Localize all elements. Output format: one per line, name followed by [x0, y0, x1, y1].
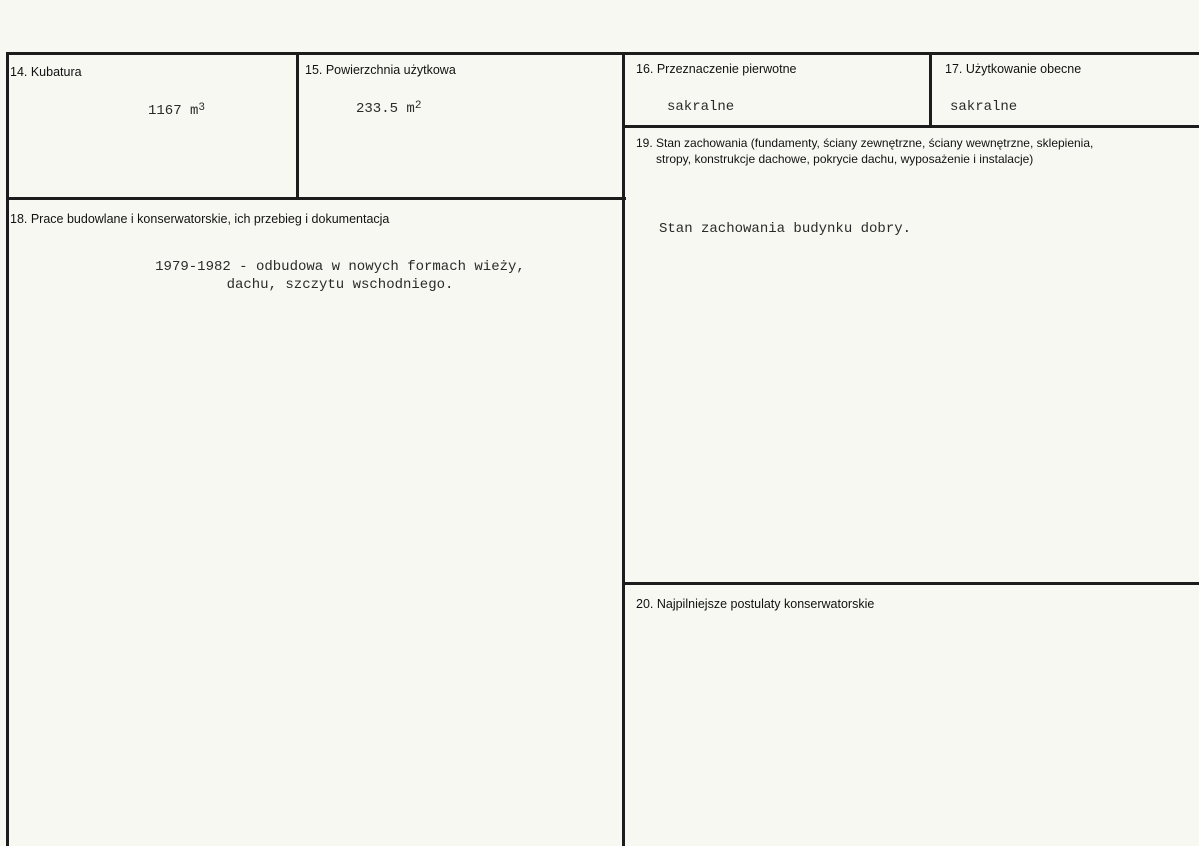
- field-14-number: 1167: [148, 103, 182, 119]
- field-15-label: 15. Powierzchnia użytkowa: [305, 63, 456, 77]
- field-14-value: [148, 102, 205, 121]
- rule-under-row1-right: [625, 125, 1199, 128]
- top-rule: [6, 52, 1199, 55]
- field-19-value: Stan zachowania budynku dobry.: [659, 221, 912, 237]
- field-18-value-line-2: dachu, szczytu wschodniego.: [226, 277, 454, 293]
- field-15-number: 233.5: [356, 101, 399, 117]
- field-20-label: 20. Najpilniejsze postulaty konserwatorskie: [636, 597, 875, 611]
- field-19-label-line-2: stropy, konstrukcje dachowe, pokrycie dachu, wyposażenie i instalacje): [656, 152, 1034, 166]
- field-18-value-line-1: 1979-1982 - odbudowa w nowych formach wieży,: [155, 259, 525, 275]
- field-19-label-line-1: 19. Stan zachowania (fundamenty, ściany zewnętrzne, ściany wewnętrzne, sklepienia,: [636, 136, 1094, 150]
- divider-16-17: [929, 52, 932, 128]
- divider-14-15: [296, 52, 299, 200]
- left-border: [6, 52, 9, 846]
- field-16-label: 16. Przeznaczenie pierwotne: [636, 62, 797, 76]
- field-18-label: 18. Prace budowlane i konserwatorskie, ich przebieg i dokumentacja: [10, 212, 390, 226]
- field-14-exponent: 3: [198, 102, 206, 114]
- field-15-unit: m: [406, 101, 415, 117]
- rule-under-row1-left: [6, 197, 626, 200]
- center-divider: [622, 52, 625, 846]
- field-15-value: [356, 100, 421, 119]
- field-14-label: 14. Kubatura: [10, 65, 82, 79]
- rule-above-field-20: [625, 582, 1199, 585]
- field-17-value: sakralne: [950, 99, 1018, 115]
- field-17-label: 17. Użytkowanie obecne: [945, 62, 1082, 76]
- field-14-unit: m: [190, 103, 199, 119]
- field-15-exponent: 2: [414, 100, 422, 112]
- field-16-value: sakralne: [667, 99, 735, 115]
